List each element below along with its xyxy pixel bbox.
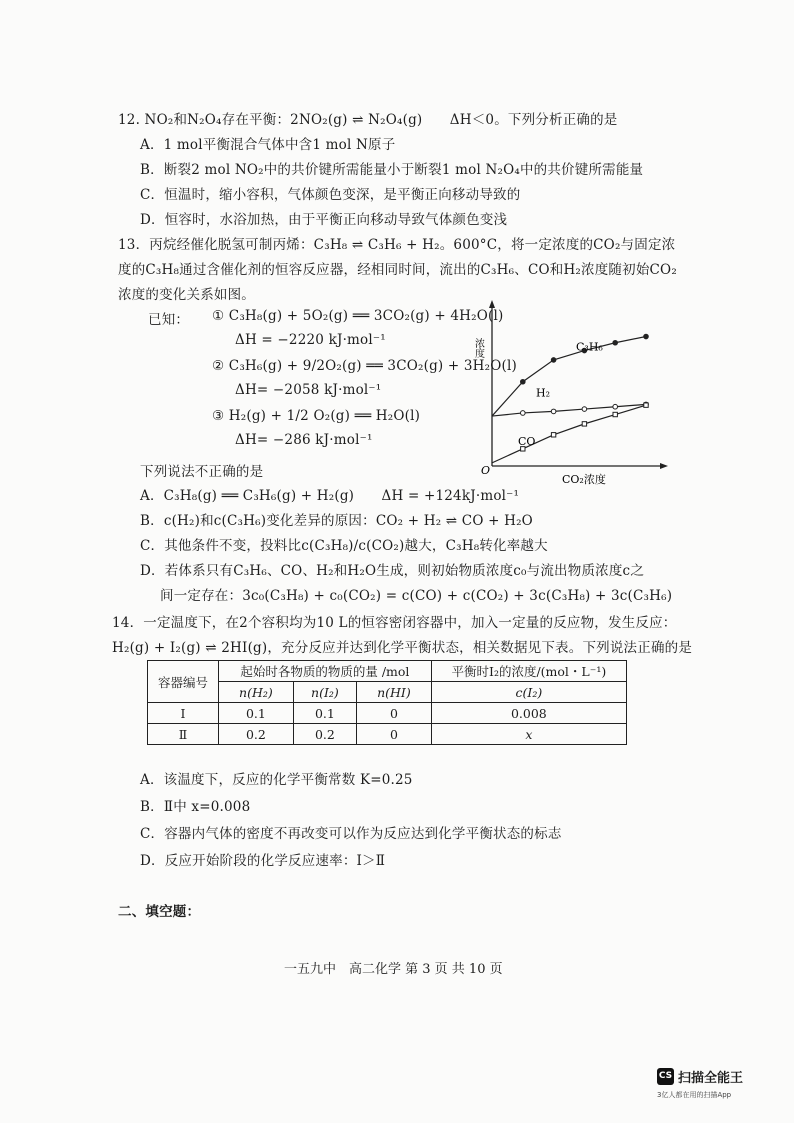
q13-condition-3-equation: ③ H₂(g) + 1/2 O₂(g) ══ H₂O(l) (212, 408, 421, 424)
q14-option-a: A．该温度下，反应的化学平衡常数 K=0.25 (140, 772, 413, 788)
data-point (521, 379, 526, 384)
camscanner-logo-icon: CS (657, 1068, 674, 1085)
row-1-id: Ⅰ (148, 703, 219, 724)
data-point (613, 340, 618, 345)
table-row (148, 724, 627, 745)
header-initial-amount: 起始时各物质的物质的量 /mol (219, 661, 432, 682)
table-row (148, 703, 627, 724)
section-2-heading: 二、填空题： (118, 904, 201, 920)
row-2-id: Ⅱ (148, 724, 219, 745)
row-2-c-i2: x (431, 724, 626, 745)
data-point (582, 422, 586, 426)
data-point (551, 358, 556, 363)
data-point (613, 404, 618, 409)
q12-option-d: D．恒容时，水浴加热，由于平衡正向移动导致气体颜色变浅 (140, 212, 508, 228)
q13-stem-line3: 浓度的变化关系如图。 (118, 287, 255, 303)
q12-stem: 12. NO₂和N₂O₄存在平衡：2NO₂(g) ⇌ N₂O₄(g) ΔH＜0。下列分析正确的是 (118, 112, 618, 128)
camscanner-tagline: 3亿人都在用的扫描App (657, 1091, 732, 1099)
row-1-n-hi: 0 (357, 703, 432, 724)
x-axis-arrow (660, 463, 668, 469)
row-1-n-i2: 0.1 (293, 703, 356, 724)
series-line-0 (492, 337, 646, 417)
y-axis-label: 浓度 (472, 338, 484, 358)
series-line-1 (492, 404, 646, 416)
q14-option-d: D．反应开始阶段的化学反应速率：Ⅰ＞Ⅱ (140, 853, 386, 869)
camscanner-name: 扫描全能王 (678, 1071, 744, 1086)
q12-option-a: A．1 mol平衡混合气体中含1 mol N原子 (140, 137, 396, 153)
q14-data-table (147, 660, 627, 745)
q13-option-d: D．若体系只有C₃H₆、CO、H₂和H₂O生成，则初始物质浓度c₀与流出物质浓度c之 (140, 563, 645, 579)
camscanner-watermark (657, 1066, 762, 1106)
row-1-n-h2: 0.1 (219, 703, 294, 724)
q13-option-d-continuation: 间一定存在：3c₀(C₃H₈) + c₀(CO₂) = c(CO) + c(CO₂) + 3c(C₃H₈) + 3c(C₃H₆) (160, 588, 673, 604)
header-container: 容器编号 (148, 661, 219, 703)
q13-known-label: 已知： (148, 312, 190, 328)
data-point (644, 334, 649, 339)
q13-condition-2-enthalpy: ΔH= −2058 kJ·mol⁻¹ (235, 382, 382, 398)
row-2-n-i2: 0.2 (293, 724, 356, 745)
header-equilibrium-conc: 平衡时I₂的浓度/(mol・L⁻¹) (431, 661, 626, 682)
data-point (551, 433, 555, 437)
row-2-n-h2: 0.2 (219, 724, 294, 745)
col-n-i2: n(I₂) (293, 682, 356, 703)
data-point (551, 409, 556, 414)
x-axis-label: CO₂浓度 (562, 473, 606, 486)
row-1-c-i2: 0.008 (431, 703, 626, 724)
col-n-hi: n(HI) (357, 682, 432, 703)
q13-option-b: B．c(H₂)和c(C₃H₆)变化差异的原因：CO₂ + H₂ ⇌ CO + H₂O (140, 513, 533, 529)
series-label: C₃H₆ (576, 340, 603, 354)
series-label: CO (518, 435, 536, 449)
data-point (521, 411, 526, 416)
q14-stem-line2: H₂(g) + I₂(g) ⇌ 2HI(g)，充分反应并达到化学平衡状态，相关数据见下表。下列说法正确的是 (112, 640, 693, 656)
col-n-h2: n(H₂) (219, 682, 294, 703)
y-axis-arrow (489, 300, 495, 308)
data-point (644, 403, 648, 407)
page-footer: 一五九中 高二化学 第 3 页 共 10 页 (284, 962, 503, 977)
q13-option-c: C．其他条件不变，投料比c(C₃H₈)/c(CO₂)越大，C₃H₈转化率越大 (140, 538, 548, 554)
q14-option-c: C．容器内气体的密度不再改变可以作为反应达到化学平衡状态的标志 (140, 826, 562, 842)
q13-condition-1-equation: ① C₃H₈(g) + 5O₂(g) ══ 3CO₂(g) + 4H₂O(l) (212, 308, 504, 324)
q13-ask: 下列说法不正确的是 (140, 464, 264, 480)
q14-stem-line1: 14．一定温度下，在2个容积均为10 L的恒容密闭容器中，加入一定量的反应物，发生反应： (112, 615, 677, 631)
q13-option-a: A．C₃H₈(g) ══ C₃H₆(g) + H₂(g) ΔH = +124kJ·mol⁻¹ (140, 488, 520, 504)
q13-condition-1-enthalpy: ΔH = −2220 kJ·mol⁻¹ (235, 332, 386, 348)
series-label: H₂ (536, 386, 551, 400)
q13-stem-line1: 13．丙烷经催化脱氢可制丙烯：C₃H₈ ⇌ C₃H₆ + H₂。600°C，将一定浓度的CO₂与固定浓 (118, 237, 676, 253)
data-point (582, 407, 587, 412)
row-2-n-hi: 0 (357, 724, 432, 745)
origin-label: O (481, 464, 491, 477)
q14-option-b: B．Ⅱ中 x=0.008 (140, 799, 251, 815)
data-point (613, 412, 617, 416)
q13-stem-line2: 度的C₃H₈通过含催化剂的恒容反应器，经相同时间，流出的C₃H₆、CO和H₂浓度随初始CO₂ (118, 262, 677, 278)
concentration-chart (472, 298, 678, 490)
col-c-i2: c(I₂) (431, 682, 626, 703)
q12-option-c: C．恒温时，缩小容积，气体颜色变深，是平衡正向移动导致的 (140, 187, 521, 203)
q12-option-b: B．断裂2 mol NO₂中的共价键所需能量小于断裂1 mol N₂O₄中的共价键所需能量 (140, 162, 644, 178)
q13-condition-2-equation: ② C₃H₆(g) + 9/2O₂(g) ══ 3CO₂(g) + 3H₂O(l) (212, 358, 517, 374)
q13-condition-3-enthalpy: ΔH= −286 kJ·mol⁻¹ (235, 432, 373, 448)
